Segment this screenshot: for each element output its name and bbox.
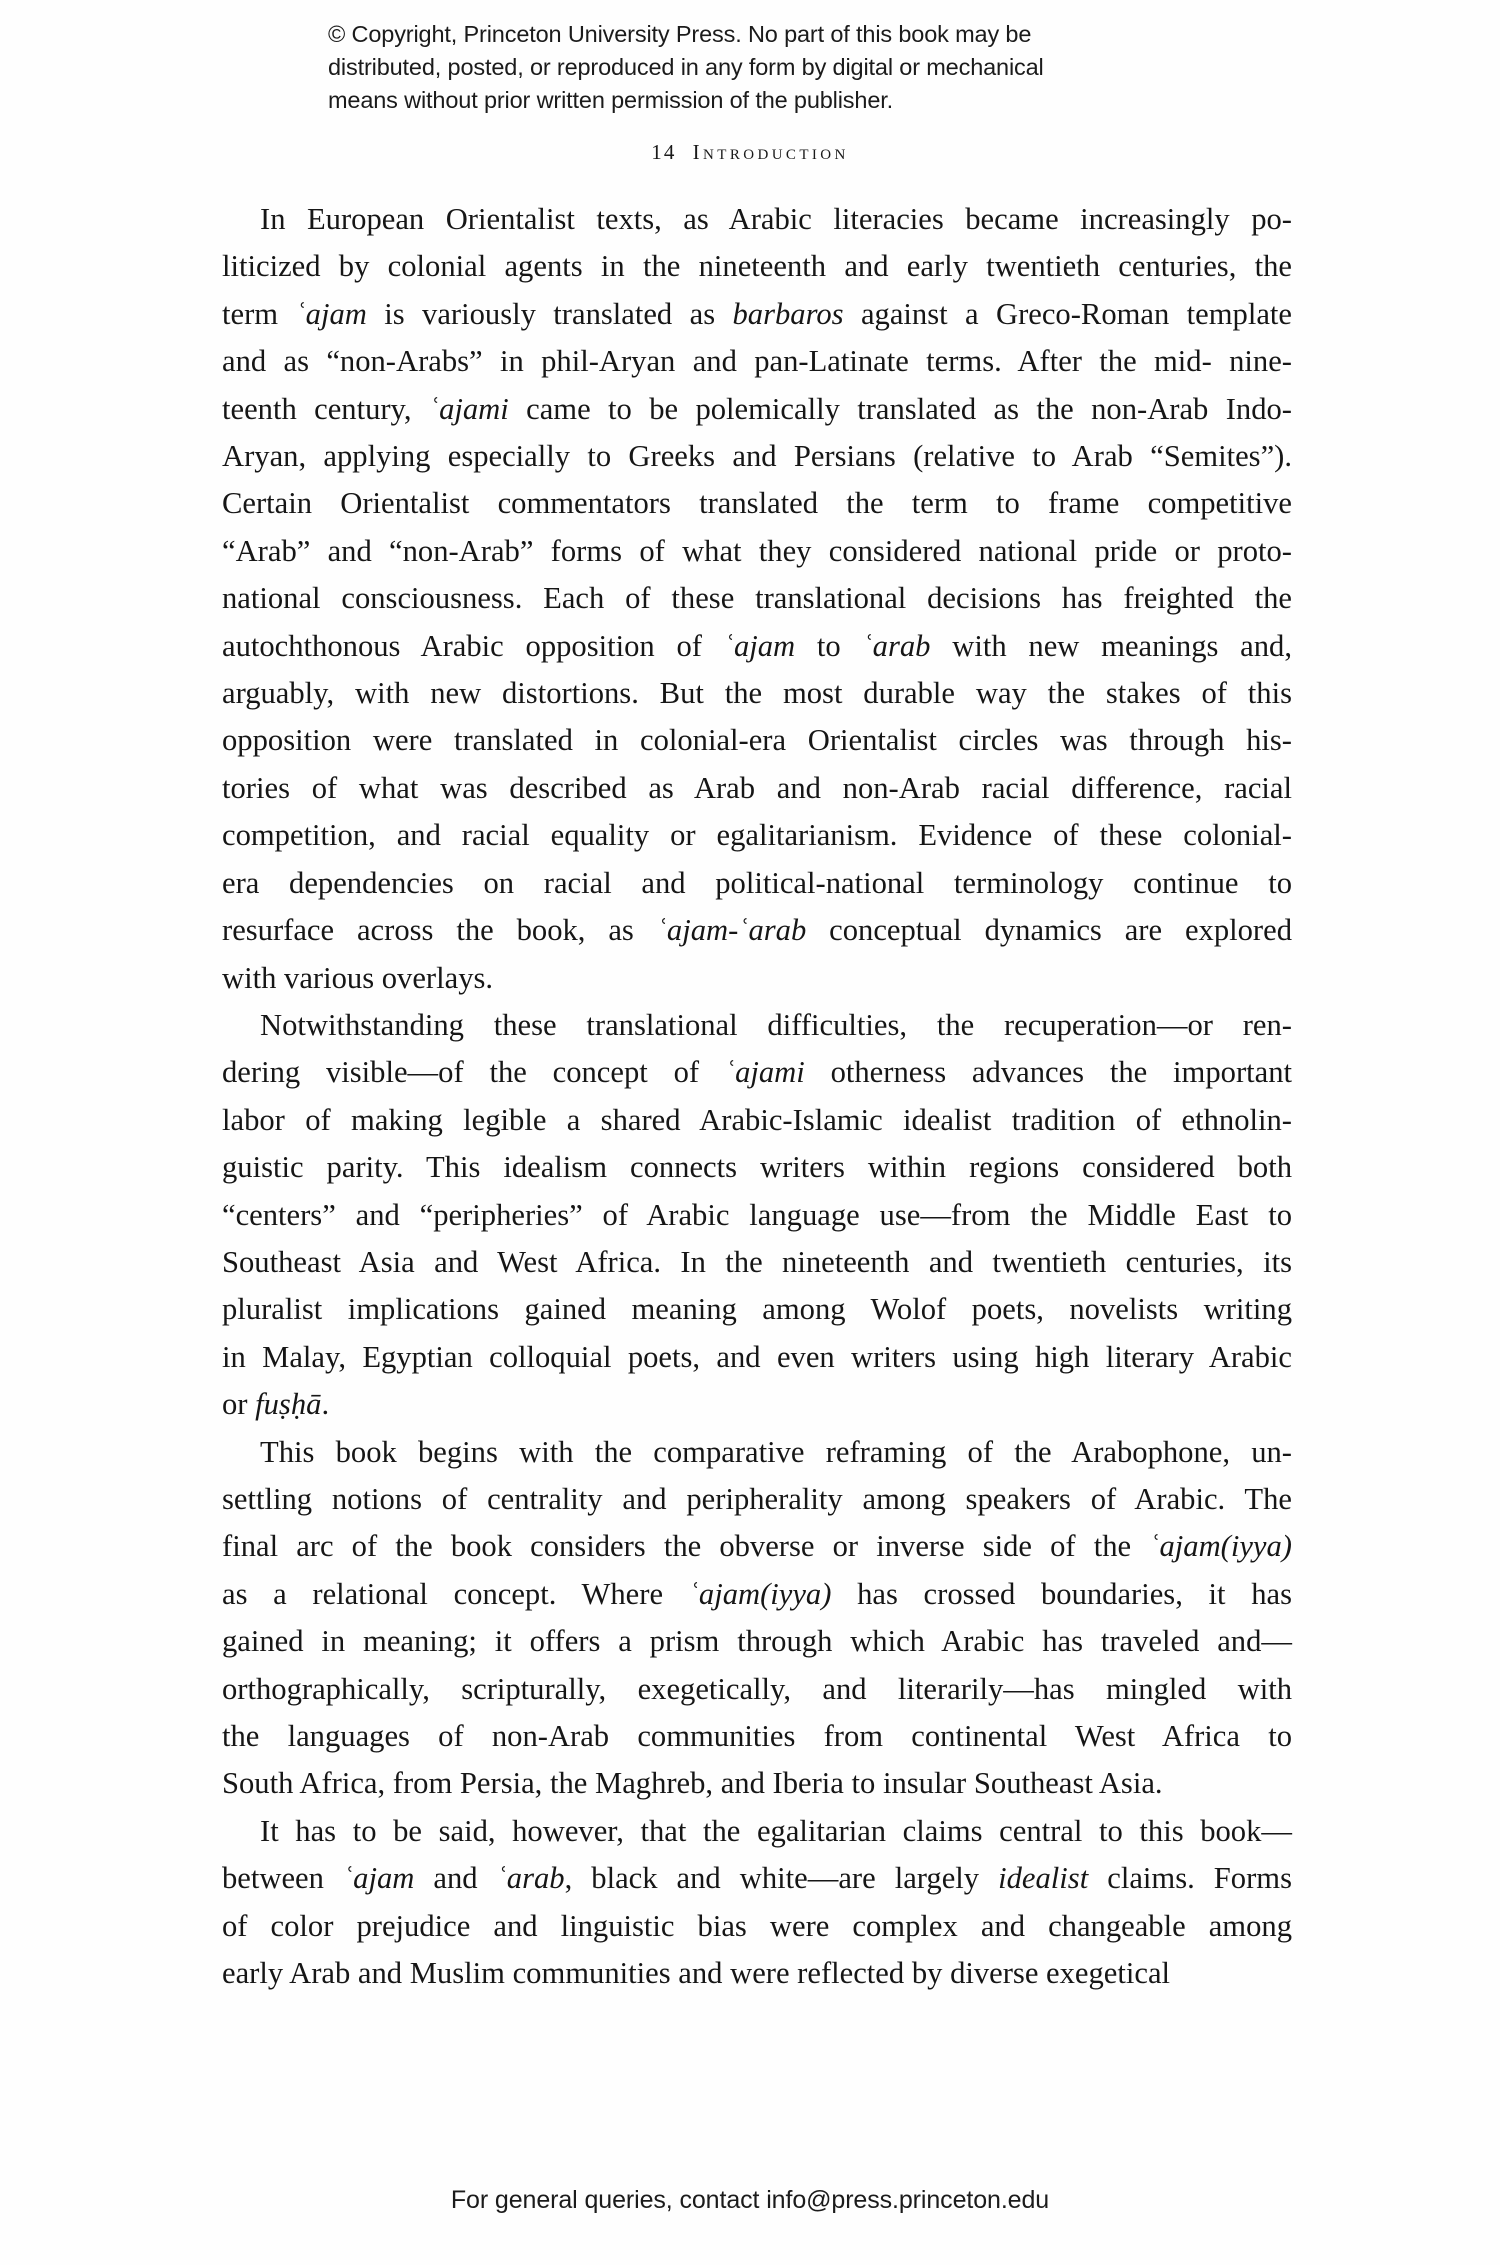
italic-term: ʿajam (295, 296, 367, 331)
text-line (222, 1144, 1292, 1191)
text-line (222, 765, 1292, 812)
text-run: In European Orientalist texts, as Arabic literacies became increasingly po- (260, 202, 1292, 236)
text-run: Aryan, applying especially to Greeks and Persians (relative to Arab “Semites”). (222, 439, 1292, 474)
text-line (222, 812, 1292, 859)
text-run: settling notions of centrality and peripherality among speakers of Arabic. The (222, 1481, 1292, 1516)
text-run: Notwithstanding these translational difficulties, the recuperation—or ren- (260, 1007, 1292, 1042)
text-run: pluralist implications gained meaning among Wolof poets, novelists writing (222, 1292, 1292, 1327)
text-run: gained in meaning; it offers a prism through which Arabic has traveled and— (222, 1624, 1292, 1659)
text-line (222, 386, 1292, 433)
text-run: with various overlays. (222, 960, 494, 995)
italic-term: ʿajami (724, 1055, 805, 1090)
italic-term: ʿajam(iyya) (1149, 1529, 1292, 1564)
text-run: otherness advances the important (804, 1055, 1293, 1090)
text-line (222, 1381, 1292, 1428)
text-line (222, 433, 1292, 480)
text-line (222, 1239, 1292, 1286)
text-run: as a relational concept. Where (222, 1576, 689, 1611)
text-run: . (321, 1387, 330, 1422)
text-run: opposition were translated in colonial-era Orientalist circles was through his- (222, 723, 1292, 758)
copyright-notice (328, 18, 1158, 117)
text-run: This book begins with the comparative reframing of the Arabophone, un- (260, 1434, 1292, 1469)
italic-term: fuṣḥā (255, 1387, 322, 1422)
text-run: labor of making legible a shared Arabic-Islamic idealist tradition of ethnolin- (222, 1102, 1292, 1137)
text-run: It has to be said, however, that the egalitarian claims central to this book— (260, 1813, 1292, 1848)
text-line (222, 1286, 1292, 1333)
text-run: claims. Forms (1088, 1861, 1292, 1896)
text-line (222, 1429, 1292, 1476)
running-head (0, 140, 1500, 165)
text-run: arguably, with new distortions. But the most durable way the stakes of this (222, 676, 1292, 711)
text-run: South Africa, from Persia, the Maghreb, and Iberia to insular Southeast Asia. (222, 1766, 1163, 1801)
text-line (222, 1713, 1292, 1760)
text-run: the languages of non-Arab communities from continental West Africa to (222, 1719, 1292, 1753)
text-run: resurface across the book, as (222, 913, 657, 948)
text-run: and as “non-Arabs” in phil-Aryan and pan-Latinate terms. After the mid- nine- (222, 344, 1292, 379)
text-line (222, 480, 1292, 527)
text-line (222, 1523, 1292, 1570)
text-run: term (222, 296, 296, 331)
text-line (222, 1476, 1292, 1523)
copyright-line: distributed, posted, or reproduced in any form by digital or mechanical (328, 54, 1044, 80)
text-line (222, 1049, 1292, 1096)
text-run: guistic parity. This idealism connects writers within regions considered both (222, 1150, 1292, 1185)
text-run: liticized by colonial agents in the nineteenth and early twentieth centuries, the (222, 249, 1292, 284)
italic-term: ʿajami (428, 391, 509, 426)
text-line (222, 1571, 1292, 1618)
text-run: competition, and racial equality or egalitarianism. Evidence of these colonial- (222, 818, 1292, 853)
copyright-line: means without prior written permission of the publisher. (328, 87, 894, 113)
text-line (222, 1618, 1292, 1665)
text-run: against a Greco-Roman template (843, 296, 1293, 331)
text-line (222, 575, 1292, 622)
text-run: , black and white—are largely (564, 1861, 999, 1896)
text-line (222, 291, 1292, 338)
text-line (222, 717, 1292, 764)
text-line (222, 1760, 1292, 1807)
text-run: is variously translated as (366, 296, 733, 331)
text-line (222, 196, 1292, 243)
italic-term: idealist (998, 1861, 1089, 1896)
text-run: and (414, 1861, 497, 1896)
paragraph (222, 1002, 1292, 1429)
italic-term: ʿajam (723, 628, 796, 663)
text-line (222, 1808, 1292, 1855)
page-number: 14 (651, 140, 677, 164)
text-run: to (795, 628, 863, 663)
text-line (222, 1950, 1292, 1997)
text-line (222, 1097, 1292, 1144)
text-run: “centers” and “peripheries” of Arabic language use—from the Middle East to (222, 1197, 1292, 1232)
text-line (222, 243, 1292, 290)
text-run: autochthonous Arabic opposition of (222, 628, 724, 663)
text-run: teenth century, (222, 391, 429, 426)
italic-term: ʿajam-ʿarab (656, 913, 807, 948)
italic-term: ʿarab (496, 1861, 565, 1896)
text-line (222, 1666, 1292, 1713)
italic-term: ʿajam(iyya) (688, 1576, 832, 1611)
text-line (222, 670, 1292, 717)
body-text (222, 196, 1292, 1997)
text-run: national consciousness. Each of these translational decisions has freighted the (222, 581, 1292, 616)
italic-term: ʿajam (342, 1861, 415, 1896)
text-run: conceptual dynamics are explored (806, 913, 1292, 948)
text-run: Certain Orientalist commentators translated the term to frame competitive (222, 486, 1292, 521)
text-line (222, 1334, 1292, 1381)
paragraph (222, 1808, 1292, 1998)
text-run: dering visible—of the concept of (222, 1055, 725, 1090)
text-run: tories of what was described as Arab and non-Arab racial difference, racial (222, 770, 1292, 805)
section-title: Introduction (692, 140, 849, 164)
text-line (222, 1002, 1292, 1049)
text-run: orthographically, scripturally, exegetically, and literarily—has mingled with (222, 1671, 1292, 1706)
text-run: came to be polemically translated as the non-Arab Indo- (508, 391, 1292, 426)
copyright-line: © Copyright, Princeton University Press. No part of this book may be (328, 21, 1032, 47)
text-line (222, 955, 1292, 1002)
text-line (222, 1192, 1292, 1239)
text-run: or (222, 1387, 256, 1422)
text-run: “Arab” and “non-Arab” forms of what they considered national pride or proto- (222, 533, 1292, 568)
italic-term: ʿarab (862, 628, 931, 663)
text-line (222, 1903, 1292, 1950)
paragraph (222, 1429, 1292, 1808)
text-run: era dependencies on racial and political-national terminology continue to (222, 865, 1292, 900)
text-run: between (222, 1861, 343, 1896)
italic-term: barbaros (732, 296, 844, 331)
text-line (222, 338, 1292, 385)
text-line (222, 623, 1292, 670)
page-footer: For general queries, contact info@press.princeton.edu (450, 2186, 1050, 2214)
text-run: final arc of the book considers the obverse or inverse side of the (222, 1529, 1150, 1564)
text-run: early Arab and Muslim communities and were reflected by diverse exegetical (222, 1956, 1171, 1991)
text-line (222, 907, 1292, 954)
text-run: of color prejudice and linguistic bias were complex and changeable among (222, 1908, 1292, 1943)
text-run: in Malay, Egyptian colloquial poets, and even writers using high literary Arabic (222, 1339, 1292, 1374)
paragraph (222, 196, 1292, 1002)
text-run: Southeast Asia and West Africa. In the nineteenth and twentieth centuries, its (222, 1244, 1292, 1279)
text-line (222, 860, 1292, 907)
text-line (222, 528, 1292, 575)
text-run: with new meanings and, (930, 628, 1292, 663)
text-run: has crossed boundaries, it has (831, 1576, 1292, 1611)
text-line (222, 1855, 1292, 1902)
